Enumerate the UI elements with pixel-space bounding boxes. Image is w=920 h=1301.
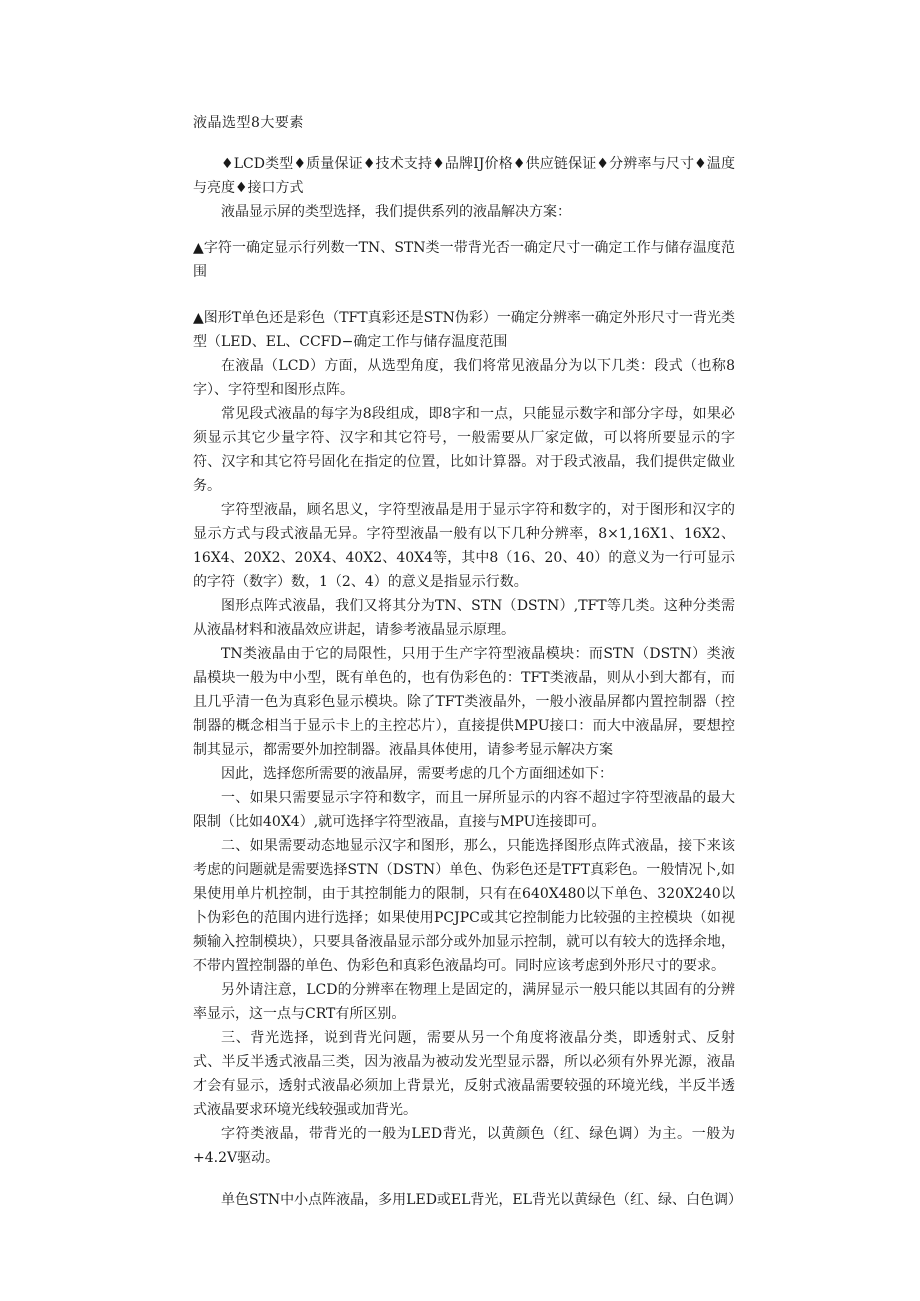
paragraph-lcd-categories: 在液晶（LCD）方面，从选型角度，我们将常见液晶分为以下几类：段式（也称8字）、字符型和图形点阵。 [193,358,735,398]
paragraph-selection-intro: 因此，选择您所需要的液晶屏，需要考虑的几个方面细述如下： [221,766,613,782]
paragraph-tn-stn-tft: TN类液晶由于它的局限性，只用于生产字符型液晶模块：而STN（DSTN）类液晶模块一般为中小型，既有单色的，也有伪彩色的：TFT类液晶，则从小到大都有，而且几乎清一色为真彩色显示模块。除了TFT类液晶外，一般小液晶屏都内置控制器（控制器的概念相当于显示卡上的主控芯片），直接提供MPU接口：而大中液晶屏，要想控制其显示，都需要外加控制器。液晶具体使用，请参考显示解决方案 [193,646,735,758]
document-title: 液晶选型8大要素 [193,115,304,131]
paragraph-point-one: 一、如果只需要显示字符和数字，而且一屏所显示的内容不超过字符型液晶的最大限制（比如40X4）,就可选择字符型液晶，直接与MPU连接即可。 [193,790,735,830]
paragraph-resolution-note: 另外请注意，LCD的分辨率在物理上是固定的，满屏显示一般只能以其固有的分辨率显示，这一点与CRT有所区别。 [193,982,735,1022]
paragraph-point-two: 二、如果需要动态地显示汉字和图形，那么，只能选择图形点阵式液晶，接下来该考虑的问题就是需要选择STN（DSTN）单色、伪彩色还是TFT真彩色。一般情况卜,如果使用单片机控制，由于其控制能力的限制，只有在640X480以下单色、320X240以卜伪彩色的范围内进行选择；如果使用PCJPC或其它控制能力比较强的主控模块（如视频输入控制模块），只要具备液晶显示部分或外加显示控制，就可以有较大的选择余地，不带内置控制器的单色、伪彩色和真彩色液晶均可。同时应该考虑到外形尺寸的要求。 [193,838,735,974]
paragraph-type-selection: 液晶显示屏的类型选择，我们提供系列的液晶解决方案： [221,204,571,220]
paragraph-dot-matrix-lcd: 图形点阵式液晶，我们又将其分为TN、STN（DSTN）,TFT等几类。这种分类需从液晶材料和液晶效应讲起，请参考液晶显示原理。 [193,598,735,638]
document-body [193,152,742,1212]
paragraph-key-factors: ♦LCD类型♦质量保证♦技术支持♦品牌IJ价格♦供应链保证♦分辨率与尺寸♦温度与亮度♦接口方式 [193,156,735,196]
paragraph-character-lcd: 字符型液晶，顾名思义，字符型液晶是用于显示字符和数字的，对于图形和汉字的显示方式与段式液晶无异。字符型液晶一般有以下几种分辨率，8×1,16X1、16X2、16X4、20X2、20X4、40X2、40X4等，其中8（16、20、40）的意义为一行可显示的字符（数字）数，1（2、4）的意义是指显示行数。 [193,502,735,590]
paragraph-segment-lcd: 常见段式液晶的每字为8段组成，即8字和一点，只能显示数字和部分字母，如果必须显示其它少量字符、汉字和其它符号，一般需要从厂家定做，可以将所要显示的字符、汉字和其它符号固化在指定的位置，比如计算器。对于段式液晶，我们提供定做业务。 [193,406,735,494]
paragraph-stn-backlight: 单色STN中小点阵液晶，多用LED或EL背光，EL背光以黄绿色（红、绿、白色调） [221,1192,742,1208]
paragraph-character-backlight: 字符类液晶，带背光的一般为LED背光，以黄颜色（红、绿色调）为主。一般为+4.2V驱动。 [193,1126,735,1166]
paragraph-graphic-flow: ▲图形T单色还是彩色（TFT真彩还是STN伪彩）一确定分辨率一确定外形尺寸一背光类型（LED、EL、CCFD−确定工作与储存温度范围 [193,310,735,350]
paragraph-point-three: 三、背光选择，说到背光问题，需要从另一个角度将液晶分类，即透射式、反射式、半反半透式液晶三类，因为液晶为被动发光型显示器，所以必须有外界光源，液晶才会有显示，透射式液晶必须加上背景光，反射式液晶需要较强的环境光线，半反半透式液晶要求环境光线较强或加背光。 [193,1030,735,1118]
paragraph-character-flow: ▲字符一确定显示行列数一TN、STN类一带背光否一确定尺寸一确定工作与储存温度范围 [193,240,735,280]
